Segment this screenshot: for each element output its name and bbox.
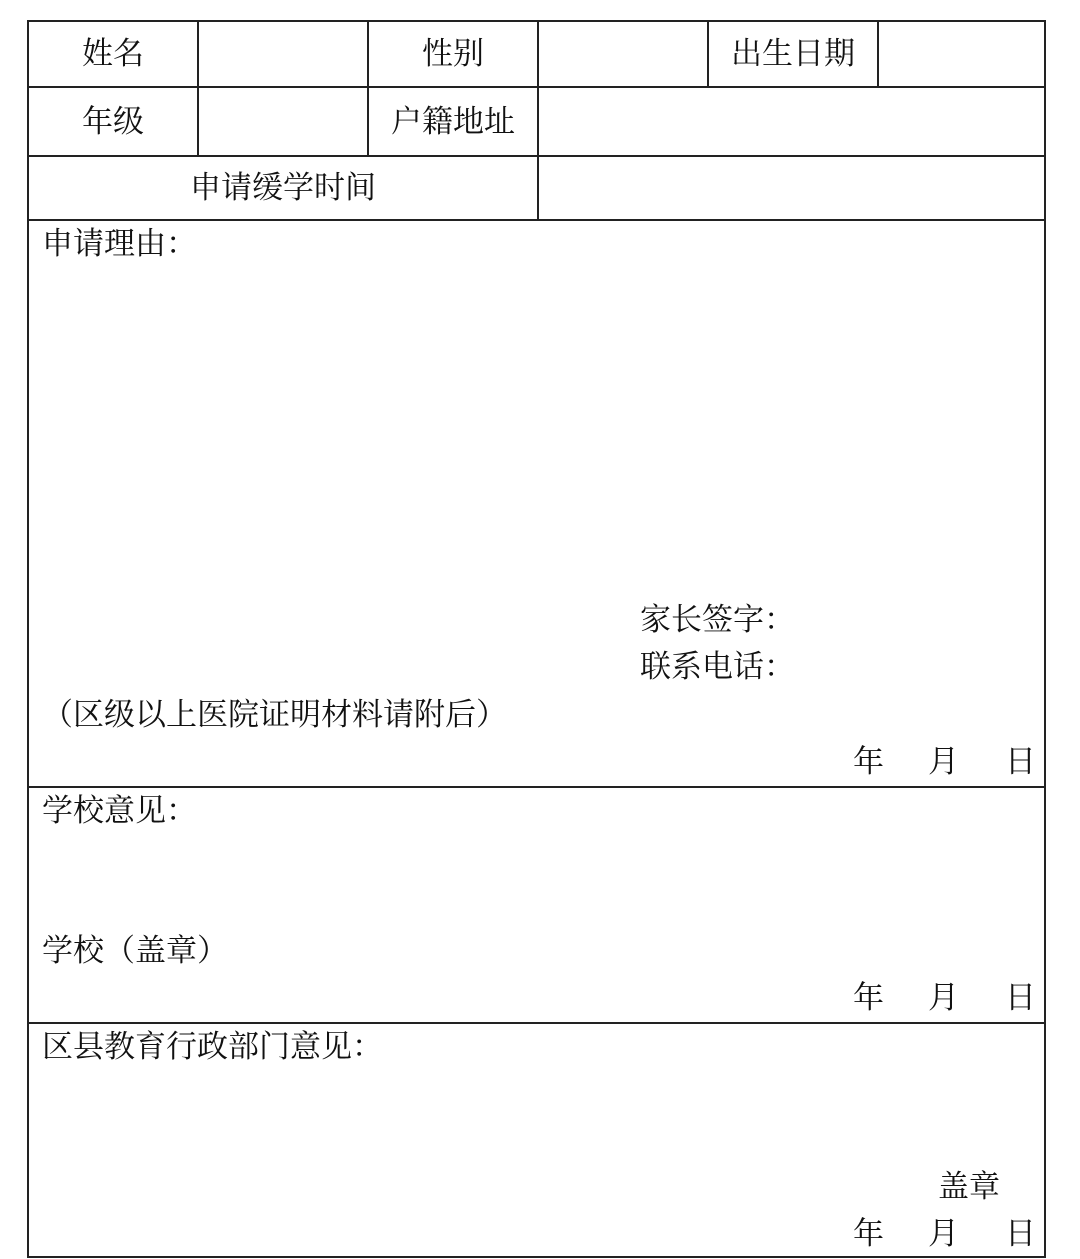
grade-label: 年级 bbox=[82, 103, 144, 140]
name-field[interactable] bbox=[197, 20, 369, 88]
district-opinion-section[interactable] bbox=[27, 1022, 1046, 1258]
deferral-time-label-cell bbox=[27, 155, 539, 221]
deferral-time-label: 申请缓学时间 bbox=[190, 170, 376, 206]
school-opinion-label: 学校意见： bbox=[42, 793, 197, 829]
reason-label: 申请理由： bbox=[42, 226, 197, 262]
reason-date-year: 年 bbox=[853, 744, 884, 780]
reason-date-month: 月 bbox=[928, 744, 959, 780]
gender-label-cell bbox=[367, 20, 539, 88]
district-opinion-label: 区县教育行政部门意见： bbox=[42, 1029, 383, 1065]
gender-label: 性别 bbox=[422, 36, 484, 72]
reason-date-day: 日 bbox=[1005, 744, 1036, 780]
district-date-month: 月 bbox=[928, 1216, 959, 1252]
address-label: 户籍地址 bbox=[391, 103, 515, 140]
grade-label-cell bbox=[27, 86, 199, 157]
birth-date-label: 出生日期 bbox=[731, 36, 855, 72]
reason-section[interactable] bbox=[27, 219, 1046, 788]
hospital-proof-note: （区级以上医院证明材料请附后） bbox=[42, 697, 507, 733]
district-stamp-label: 盖章 bbox=[938, 1169, 1000, 1205]
district-date-year: 年 bbox=[853, 1216, 884, 1252]
contact-phone-label: 联系电话： bbox=[640, 649, 795, 685]
school-stamp-label: 学校（盖章） bbox=[42, 933, 228, 969]
birth-date-label-cell bbox=[707, 20, 879, 88]
school-date-month: 月 bbox=[928, 980, 959, 1016]
gender-field[interactable] bbox=[537, 20, 709, 88]
address-label-cell bbox=[367, 86, 539, 157]
deferral-time-field[interactable] bbox=[537, 155, 1046, 221]
name-label-cell bbox=[27, 20, 199, 88]
grade-field[interactable] bbox=[197, 86, 369, 157]
district-date-day: 日 bbox=[1005, 1216, 1036, 1252]
birth-date-field[interactable] bbox=[877, 20, 1046, 88]
school-date-year: 年 bbox=[853, 980, 884, 1016]
parent-signature-label: 家长签字： bbox=[640, 602, 795, 638]
name-label: 姓名 bbox=[82, 36, 144, 72]
school-opinion-section[interactable] bbox=[27, 786, 1046, 1024]
school-date-day: 日 bbox=[1005, 980, 1036, 1016]
address-field[interactable] bbox=[537, 86, 1046, 157]
